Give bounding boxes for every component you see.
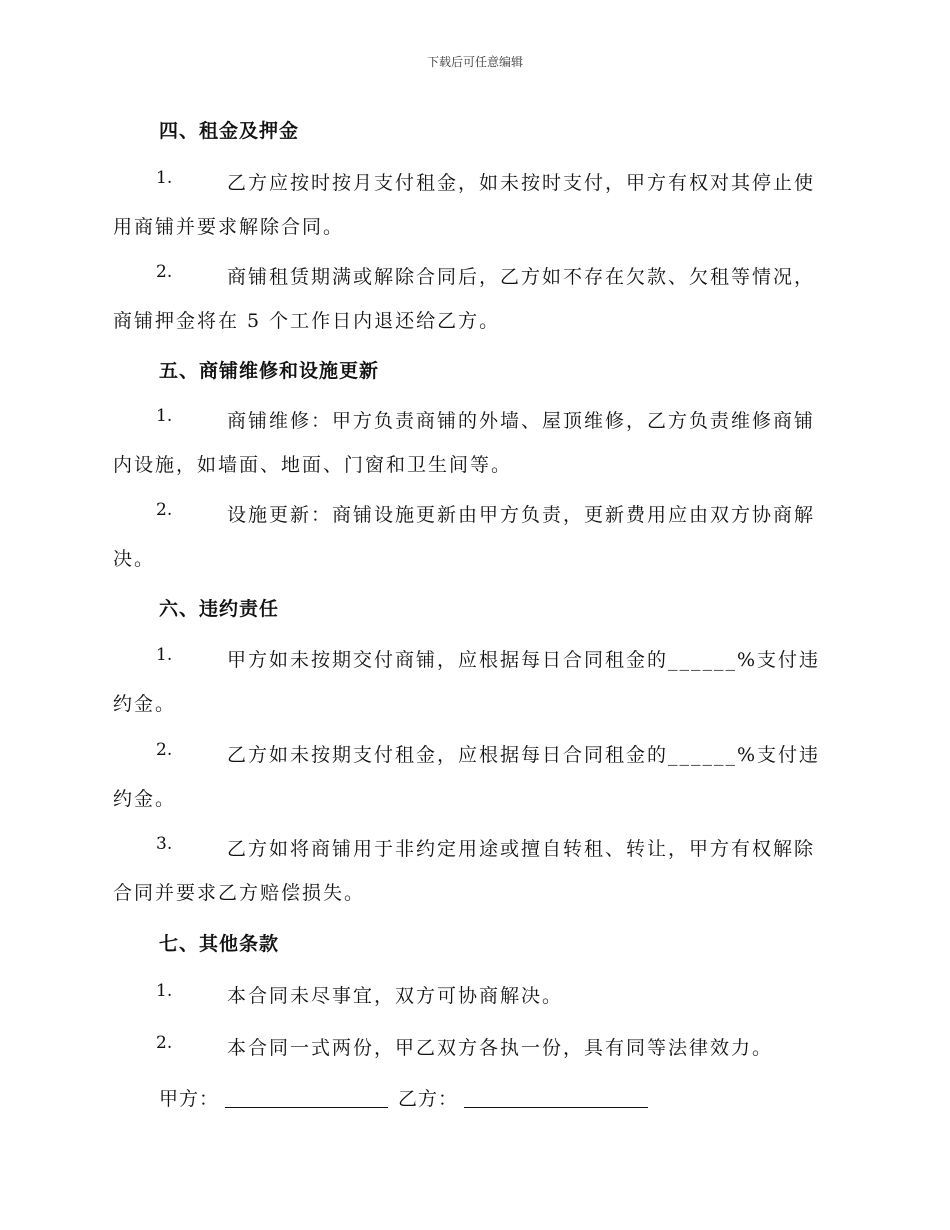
clause-number: 1. [156, 168, 173, 188]
clause-text: 乙方如未按期支付租金，应根据每日合同租金的______%支付违 [227, 744, 821, 766]
clause-number: 3. [156, 834, 173, 854]
party-a-label: 甲方： [159, 1088, 220, 1110]
signature-line [159, 1084, 648, 1111]
section-heading-other-terms: 七、其他条款 [159, 933, 280, 955]
clause-item [113, 262, 833, 332]
clause-text-continued: 合同并要求乙方赔偿损失。 [113, 882, 366, 904]
page-header: 下载后可任意编辑 [426, 55, 523, 69]
clause-text: 商铺维修：甲方负责商铺的外墙、屋顶维修，乙方负责维修商铺 [227, 410, 816, 432]
party-b-label: 乙方： [398, 1088, 459, 1110]
section-heading-rent-deposit: 四、租金及押金 [159, 120, 300, 142]
section-heading-maintenance: 五、商铺维修和设施更新 [159, 360, 380, 382]
clause-text: 设施更新：商铺设施更新由甲方负责，更新费用应由双方协商解 [227, 504, 816, 526]
clause-number: 1. [156, 406, 173, 426]
clause-text-continued: 约金。 [113, 693, 177, 715]
clause-number: 1. [156, 645, 173, 665]
clause-text: 商铺租赁期满或解除合同后，乙方如不存在欠款、欠租等情况， [227, 266, 816, 288]
clause-number: 1. [156, 981, 173, 1001]
clause-item [113, 1033, 833, 1063]
section-heading-breach: 六、违约责任 [159, 598, 280, 620]
party-a-signature-blank[interactable] [225, 1087, 388, 1108]
clause-item [113, 168, 833, 238]
clause-number: 2. [156, 500, 173, 520]
clause-text: 甲方如未按期交付商铺，应根据每日合同租金的______%支付违 [227, 649, 821, 671]
clause-item [113, 740, 833, 810]
clause-text-continued: 内设施，如墙面、地面、门窗和卫生间等。 [113, 454, 513, 476]
clause-number: 2. [156, 262, 173, 282]
clause-text-continued: 约金。 [113, 788, 177, 810]
clause-item [113, 645, 833, 715]
clause-text: 乙方应按时按月支付租金，如未按时支付，甲方有权对其停止使 [227, 172, 816, 194]
clause-text-continued: 用商铺并要求解除合同。 [113, 216, 345, 238]
clause-number: 2. [156, 1033, 173, 1053]
clause-text-continued: 决。 [113, 548, 156, 570]
clause-item [113, 981, 833, 1011]
clause-item [113, 500, 833, 570]
clause-text: 乙方如将商铺用于非约定用途或擅自转租、转让，甲方有权解除 [227, 838, 816, 860]
clause-text: 本合同一式两份，甲乙双方各执一份，具有同等法律效力。 [227, 1037, 774, 1059]
clause-text: 本合同未尽事宜，双方可协商解决。 [227, 985, 564, 1007]
party-b-signature-blank[interactable] [464, 1087, 648, 1108]
clause-text-continued: 商铺押金将在 5 个工作日内退还给乙方。 [113, 310, 501, 332]
clause-item [113, 834, 833, 904]
clause-number: 2. [156, 740, 173, 760]
clause-item [113, 406, 833, 476]
